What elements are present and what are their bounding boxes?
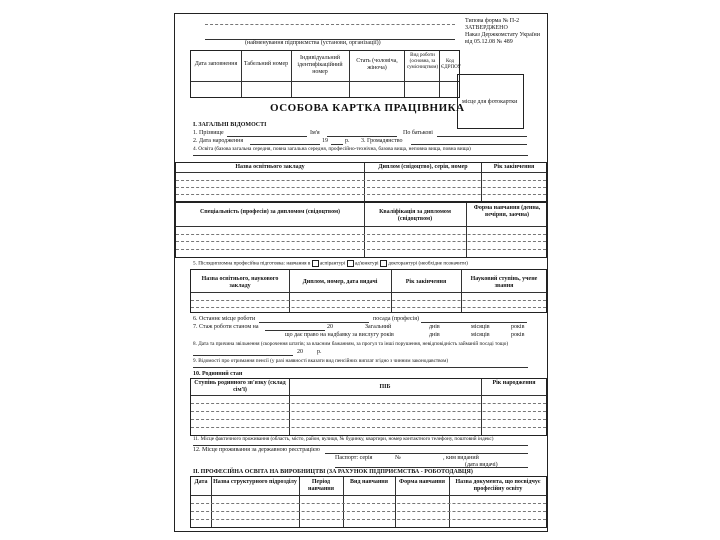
th-prof-document: Назва документа, що посвідчує професійну освіту [455, 479, 541, 492]
experience-year-prefix: 20 [327, 324, 333, 330]
passport-number-label: № [395, 455, 401, 461]
patronymic-field[interactable] [437, 136, 527, 137]
th-diploma: Диплом (свідоцтво), серія, номер [378, 164, 468, 170]
education-table-1 [175, 162, 547, 202]
aspirant-label: аспірантурі [319, 260, 346, 267]
th-prof-date: Дата [194, 479, 208, 485]
th-postgrad-year: Рік закінчення [405, 279, 447, 285]
patronymic-label: По батькові [403, 130, 433, 136]
photo-label: місце для фотокартки [462, 99, 518, 105]
name-label: Ім'я [310, 130, 320, 136]
personnel-form-sheet [174, 13, 548, 532]
address-label: 11. Місце фактичного проживання (область, місто, район, вулиця, № будинку, квартири, номер контактного телефону, поштовий індекс) [193, 436, 494, 442]
registration-field[interactable] [325, 453, 528, 454]
professional-education-table [190, 476, 547, 528]
bonus-months-label: місяців [471, 332, 490, 338]
position-field[interactable] [421, 322, 527, 323]
th-fill-date: Дата заповнення [194, 61, 238, 67]
passport-issued-label: , ким виданий [443, 455, 479, 461]
education-label: 4. Освіта (базова загальна середня, повна загальна середня, професійно-технічна, базова вища, неповна вища, повна вища) [193, 146, 471, 152]
form-code-line-3: Наказ Держкомстату України [465, 32, 540, 38]
experience-days-label: днів [429, 324, 440, 330]
experience-years-label: років [511, 324, 525, 330]
postgrad-table [190, 269, 547, 313]
th-prof-period: Період навчання [307, 479, 334, 492]
experience-months-label: місяців [471, 324, 490, 330]
form-code-line-2: ЗАТВЕРДЖЕНО [465, 25, 508, 31]
bonus-years-label: років [511, 332, 525, 338]
th-tab-number: Табельний номер [243, 61, 289, 67]
experience-date-field[interactable] [265, 330, 325, 331]
th-institution: Назва освітнього закладу [235, 164, 305, 170]
pension-label: 9. Відомості про отримання пенсії (у разі наявності вказати вид пенсійних виплат згідно з чинним законодавством) [193, 358, 449, 364]
name-field[interactable] [327, 136, 397, 137]
dismissal-year-suffix: р. [317, 349, 322, 355]
last-work-label: 6. Останнє місце роботи [193, 316, 256, 322]
birth-year-suffix: р. [345, 138, 350, 144]
th-specialty: Спеціальність (професія) за дипломом (свідоцтвом) [199, 209, 341, 215]
citizenship-field[interactable] [411, 144, 527, 145]
th-gender: Стать (чоловіча, жіноча) [356, 58, 398, 71]
education-table-2 [175, 202, 547, 258]
experience-total-label: Загальний [365, 324, 392, 330]
th-study-form: Форма навчання (денна, вечірня, заочна) [473, 205, 541, 218]
th-prof-form: Форма навчання [399, 479, 445, 485]
surname-label: 1. Прізвище [193, 130, 224, 136]
top-info-table [190, 50, 460, 98]
birth-date-label: 2. Дата народження [193, 138, 244, 144]
birth-date-field[interactable] [250, 144, 320, 145]
surname-field[interactable] [227, 136, 307, 137]
th-qualification: Кваліфікація за дипломом (свідоцтвом) [379, 209, 451, 222]
th-grad-year: Рік закінчення [493, 164, 535, 170]
experience-label: 7. Стаж роботи станом на [193, 324, 259, 330]
birth-year-prefix: 19 [322, 138, 328, 144]
birth-year-field[interactable] [331, 144, 343, 145]
th-postgrad-institution: Назва освітнього, наукового закладу [201, 276, 279, 289]
th-degree: Науковий ступінь, учене звання [470, 276, 538, 289]
section2-title: ІІ. ПРОФЕСІЙНА ОСВІТА НА ВИРОБНИЦТВІ (ЗА РАХУНОК ПІДПРИЄМСТВА - РОБОТОДАВЦЯ) [193, 469, 473, 475]
adjunct-label: ад'юнктурі [354, 260, 379, 267]
dismissal-year-prefix: 20 [297, 349, 303, 355]
postgrad-label [193, 260, 468, 268]
aspirant-checkbox[interactable] [312, 260, 319, 267]
photo-placeholder [457, 74, 524, 129]
page-title: ОСОБОВА КАРТКА ПРАЦІВНИКА [270, 102, 465, 114]
th-prof-type: Вид навчання [349, 479, 388, 485]
form-code-line-1: Типова форма № П-2 [465, 18, 520, 24]
doctorant-label: докторантурі (необхідне позначити) [388, 260, 468, 267]
adjunct-checkbox[interactable] [347, 260, 354, 267]
last-work-field[interactable] [259, 322, 369, 323]
th-prof-department: Назва структурного підрозділу [213, 479, 297, 485]
th-work-type: Вид роботи (основна, за сумісництвом) [406, 53, 439, 70]
organization-caption: (найменування підприємства (установи, організації)) [245, 40, 381, 46]
th-tax-id: Індивідуальний ідентифікаційний номер [297, 55, 343, 75]
form-code-line-4: від 05.12.08 № 489 [465, 39, 513, 45]
bonus-experience-label: що дає право на надбавку за вислугу років [285, 332, 394, 338]
bonus-days-label: днів [429, 332, 440, 338]
dismissal-label: 8. Дата та причина звільнення (скорочення штатів; за власним бажанням, за прогул та інші порушення, невідповідність займаній посаді тощо) [193, 341, 509, 347]
th-edrpou: Код ЄДРПОУ [441, 59, 461, 70]
passport-date-label: (дата видачі) [465, 462, 498, 468]
dismissal-field[interactable] [193, 355, 293, 356]
family-status-label: 10. Родинний стан [193, 371, 243, 377]
doctorant-checkbox[interactable] [380, 260, 387, 267]
postgrad-text: 5. Післядипломна професійна підготовка: навчання в [193, 260, 311, 267]
passport-series-label: Паспорт: серія [335, 455, 373, 461]
address-field[interactable] [193, 445, 528, 446]
section1-title: І. ЗАГАЛЬНІ ВІДОМОСТІ [193, 122, 267, 128]
registration-label: 12. Місце проживання за державною реєстрацією [193, 447, 320, 453]
citizenship-label: 3. Громадянство [361, 138, 403, 144]
th-postgrad-diploma: Диплом, номер, дата видачі [302, 279, 378, 285]
position-label: посада (професія) [373, 316, 419, 322]
th-relation: Ступінь родинного зв'язку (склад сім'ї) [194, 380, 286, 393]
th-birth-year: Рік народження [492, 380, 536, 386]
family-table [190, 378, 547, 436]
th-full-name: ПІБ [379, 384, 391, 390]
